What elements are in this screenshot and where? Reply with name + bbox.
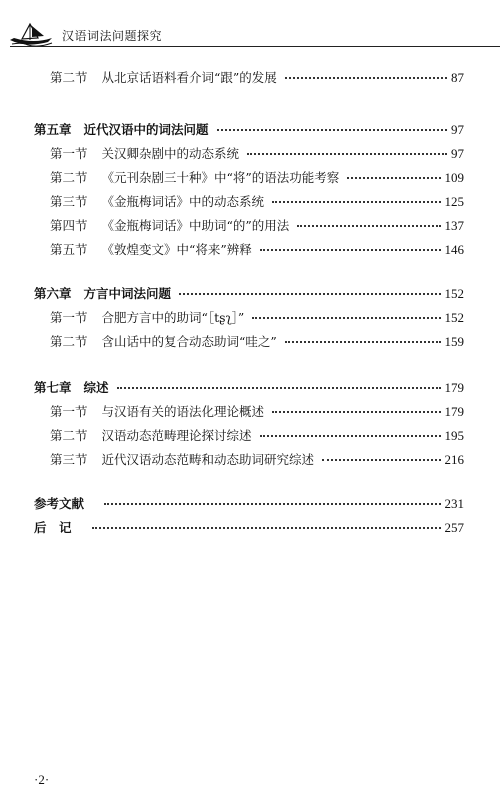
- toc-section-label: 第三节: [50, 452, 88, 467]
- leader-dots: [104, 503, 440, 505]
- toc-page-number: 179: [444, 380, 464, 395]
- toc-entry-title: 从北京话语料看介词“跟”的发展: [101, 70, 277, 85]
- toc-chapter[interactable]: [34, 286, 464, 302]
- toc-entry-title: 合肥方言中的助词“［tʂʅ］”: [101, 310, 245, 325]
- running-header: [0, 0, 500, 60]
- toc-entry[interactable]: [50, 70, 464, 86]
- toc-entry-title: 近代汉语动态范畴和动态助词研究综述: [101, 452, 315, 467]
- toc-page-number: 179: [444, 404, 464, 419]
- leader-dots: [260, 435, 441, 437]
- toc-chapter[interactable]: [34, 122, 464, 138]
- toc-entry[interactable]: [50, 334, 464, 350]
- leader-dots: [285, 341, 441, 343]
- toc-entry[interactable]: [50, 310, 464, 326]
- toc-page-number: 109: [444, 170, 464, 185]
- toc-section-label: 第四节: [50, 218, 88, 233]
- toc-chapter[interactable]: [34, 496, 464, 512]
- toc-page-number: 146: [444, 242, 464, 257]
- toc-page-number: 87: [451, 70, 464, 85]
- toc-entry-title: 《金瓶梅词话》中助词“的”的用法: [101, 218, 290, 233]
- toc-chapter-label: 参考文献: [34, 496, 85, 511]
- header-divider: [10, 46, 500, 47]
- toc-entry-title: 含山话中的复合动态助词“哇之”: [101, 334, 277, 349]
- toc-page-number: 137: [444, 218, 464, 233]
- toc-section-label: 第二节: [50, 334, 88, 349]
- toc-chapter-label: 第七章: [34, 380, 72, 395]
- leader-dots: [217, 129, 447, 131]
- toc-page-number: 257: [444, 520, 464, 535]
- toc-entry-title: 与汉语有关的语法化理论概述: [101, 404, 265, 419]
- toc-chapter-label: 第六章: [34, 286, 72, 301]
- toc-entry[interactable]: [50, 428, 464, 444]
- leader-dots: [285, 77, 447, 79]
- toc-page-number: 152: [444, 310, 464, 325]
- leader-dots: [252, 317, 440, 319]
- toc-entry-title: 汉语动态范畴理论探讨综述: [101, 428, 252, 443]
- leader-dots: [179, 293, 440, 295]
- page-number-footer: ·2·: [34, 772, 50, 787]
- toc-entry[interactable]: [50, 242, 464, 258]
- toc-section-label: 第二节: [50, 428, 88, 443]
- toc-entry[interactable]: [50, 170, 464, 186]
- toc-entry[interactable]: [50, 404, 464, 420]
- leader-dots: [92, 527, 441, 529]
- toc-chapter-title: 近代汉语中的词法问题: [83, 122, 209, 137]
- toc-entry-title: 《元刊杂剧三十种》中“将”的语法功能考察: [101, 170, 340, 185]
- leader-dots: [117, 387, 441, 389]
- toc-page-number: 125: [444, 194, 464, 209]
- leader-dots: [297, 225, 440, 227]
- toc-page-number: 152: [444, 286, 464, 301]
- leader-dots: [272, 201, 440, 203]
- toc-page-number: 195: [444, 428, 464, 443]
- leader-dots: [347, 177, 440, 179]
- leader-dots: [322, 459, 440, 461]
- toc-page-number: 231: [444, 496, 464, 511]
- toc-page-number: 159: [444, 334, 464, 349]
- leader-dots: [247, 153, 447, 155]
- toc-entry[interactable]: [50, 452, 464, 468]
- leader-dots: [272, 411, 440, 413]
- toc-section-label: 第三节: [50, 194, 88, 209]
- toc-section-label: 第一节: [50, 146, 88, 161]
- toc-page-number: 97: [451, 146, 464, 161]
- toc-entry-title: 《金瓶梅词话》中的动态系统: [101, 194, 265, 209]
- toc-entry-title: 关汉卿杂剧中的动态系统: [101, 146, 240, 161]
- toc-section-label: 第一节: [50, 404, 88, 419]
- toc-page-number: 97: [451, 122, 464, 137]
- toc-chapter[interactable]: [34, 520, 464, 536]
- running-header-title: 汉语词法问题探究: [62, 29, 163, 43]
- toc-section-label: 第五节: [50, 242, 88, 257]
- toc-section-label: 第二节: [50, 170, 88, 185]
- toc-chapter-title: 方言中词法问题: [83, 286, 172, 301]
- toc-entry[interactable]: [50, 218, 464, 234]
- toc-entry[interactable]: [50, 194, 464, 210]
- toc-section-label: 第二节: [50, 70, 88, 85]
- toc-chapter-label: 第五章: [34, 122, 72, 137]
- toc-section-label: 第一节: [50, 310, 88, 325]
- toc-chapter-title: 综述: [83, 380, 109, 395]
- leader-dots: [260, 249, 441, 251]
- toc-entry-title: 《敦煌变文》中“将来”辨释: [101, 242, 252, 257]
- toc-entry[interactable]: [50, 146, 464, 162]
- toc-chapter-label: 后 记: [34, 520, 72, 535]
- toc-page-number: 216: [444, 452, 464, 467]
- toc-chapter[interactable]: [34, 380, 464, 396]
